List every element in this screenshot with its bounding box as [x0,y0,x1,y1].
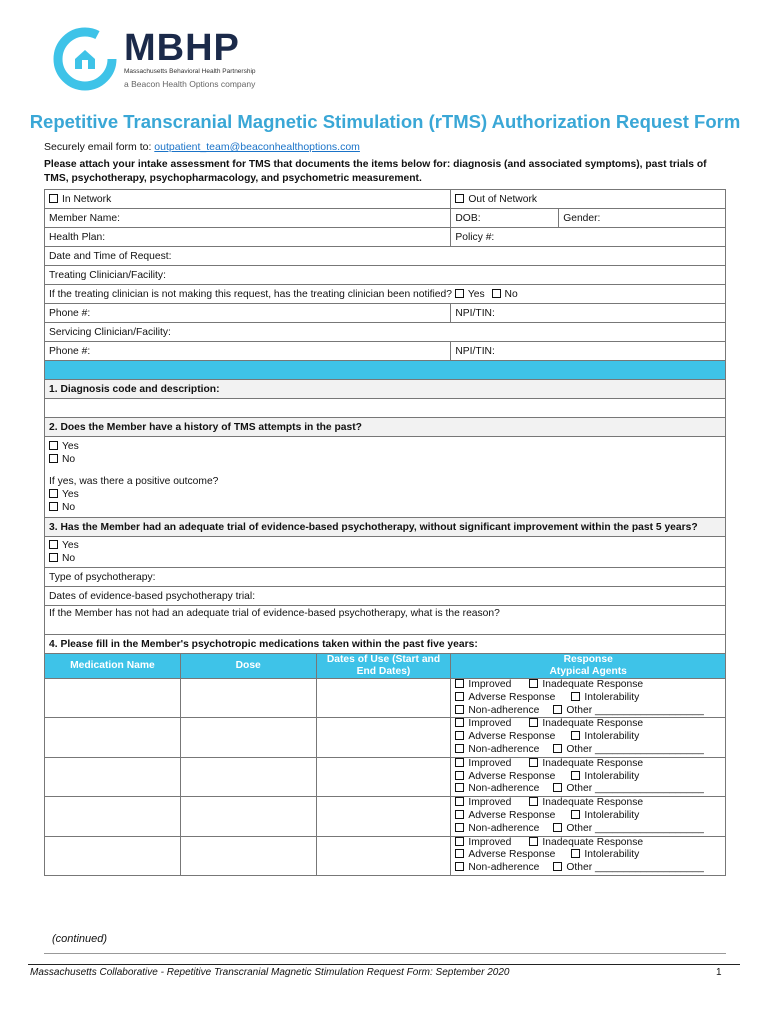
intolerability-checkbox[interactable] [571,771,580,780]
q2-outcome-no-checkbox[interactable] [49,502,58,511]
other-checkbox[interactable] [553,862,562,871]
improved-checkbox[interactable] [455,718,464,727]
q3-yes-checkbox[interactable] [49,540,58,549]
q3-answers [45,537,726,568]
medication-rows [45,679,726,876]
other-label: Other ___________________ [566,822,704,834]
in-network-label: In Network [62,193,112,205]
intolerability-label: Intolerability [584,770,640,782]
intolerability-checkbox[interactable] [571,692,580,701]
inadequate-label: Inadequate Response [542,797,644,809]
improved-checkbox[interactable] [455,837,464,846]
improved-checkbox[interactable] [455,679,464,688]
adverse-label: Adverse Response [468,809,556,821]
q2-followup: If yes, was there a positive outcome? [49,476,219,487]
inadequate-checkbox[interactable] [529,837,538,846]
inadequate-label: Inadequate Response [542,718,644,730]
medication-name-cell[interactable] [45,797,181,836]
page-number: 1 [716,967,722,978]
intolerability-option [571,771,639,784]
q2-yes-label: Yes [62,441,79,452]
inadequate-option [529,679,643,692]
q2-outcome-yes-label: Yes [62,489,79,500]
intolerability-label: Intolerability [584,849,640,861]
notified-yes-label: Yes [467,288,485,300]
npi-field[interactable]: NPI/TIN: [451,304,726,323]
secure-email-line [44,141,360,153]
adverse-checkbox[interactable] [455,771,464,780]
medication-row [45,718,726,757]
response-cell [451,757,726,796]
dates-cell[interactable] [316,718,451,757]
other-option [553,705,703,718]
dose-cell[interactable] [180,679,316,718]
other-option [553,783,703,796]
out-network-cell[interactable] [451,190,726,209]
divider [44,953,726,954]
inadequate-option [529,758,643,771]
gender-field[interactable]: Gender: [559,209,726,228]
other-label: Other ___________________ [566,783,704,795]
nonadherence-label: Non-adherence [468,704,540,716]
inadequate-label: Inadequate Response [542,757,644,769]
dose-cell[interactable] [180,757,316,796]
notified-question: If the treating clinician is not making this request, has the treating clinician been notified? [49,288,452,300]
logo-subtitle: Massachusetts Behavioral Health Partnership [124,68,256,75]
dob-field[interactable]: DOB: [451,209,559,228]
q3-no-checkbox[interactable] [49,553,58,562]
intolerability-label: Intolerability [584,691,640,703]
treating-clinician-field[interactable]: Treating Clinician/Facility: [45,266,726,285]
col-response-sublabel: Atypical Agents [549,666,627,677]
q2-outcome-no-label: No [62,502,76,513]
other-checkbox[interactable] [553,744,562,753]
authorization-form [44,189,726,876]
other-label: Other ___________________ [566,743,704,755]
inadequate-checkbox[interactable] [529,718,538,727]
adverse-label: Adverse Response [468,849,556,861]
notified-row [45,285,726,304]
dose-cell[interactable] [180,836,316,875]
dates-cell[interactable] [316,679,451,718]
medication-row [45,836,726,875]
inadequate-checkbox[interactable] [529,758,538,767]
col-response [451,654,726,679]
inadequate-option [529,718,643,731]
q4-heading: 4. Please fill in the Member's psychotropic medications taken within the past five years: [45,635,726,654]
intolerability-option [571,692,639,705]
inadequate-label: Inadequate Response [542,836,644,848]
nonadherence-checkbox[interactable] [455,705,464,714]
other-checkbox[interactable] [553,705,562,714]
section-band [45,361,726,380]
in-network-checkbox[interactable] [49,194,58,203]
in-network-cell[interactable] [45,190,451,209]
nonadherence-label: Non-adherence [468,783,540,795]
intolerability-label: Intolerability [584,731,640,743]
nonadherence-label: Non-adherence [468,862,540,874]
other-option [553,823,703,836]
intolerability-option [571,810,639,823]
q3-no-label: No [62,553,76,564]
servicing-clinician-field[interactable]: Servicing Clinician/Facility: [45,323,726,342]
intolerability-checkbox[interactable] [571,731,580,740]
medication-name-cell[interactable] [45,757,181,796]
adverse-checkbox[interactable] [455,810,464,819]
improved-checkbox[interactable] [455,758,464,767]
intolerability-option [571,731,639,744]
dates-cell[interactable] [316,836,451,875]
medication-name-cell[interactable] [45,836,181,875]
policy-field[interactable]: Policy #: [451,228,726,247]
q2-answers [45,437,726,518]
phone-field[interactable]: Phone #: [45,304,451,323]
medication-row [45,797,726,836]
adverse-checkbox[interactable] [455,849,464,858]
nonadherence-label: Non-adherence [468,822,540,834]
other-option [553,862,703,875]
q1-heading: 1. Diagnosis code and description: [45,380,726,399]
intolerability-label: Intolerability [584,809,640,821]
nonadherence-label: Non-adherence [468,743,540,755]
col-medication-name: Medication Name [45,654,181,679]
date-time-field[interactable]: Date and Time of Request: [45,247,726,266]
page-title: Repetitive Transcranial Magnetic Stimulation (rTMS) Authorization Request Form [29,111,741,132]
inadequate-label: Inadequate Response [542,679,644,690]
member-name-field[interactable]: Member Name: [45,209,451,228]
inadequate-checkbox[interactable] [529,679,538,688]
response-cell [451,679,726,718]
other-label: Other ___________________ [566,704,704,716]
improved-label: Improved [468,797,512,809]
adverse-label: Adverse Response [468,731,556,743]
q2-heading: 2. Does the Member have a history of TMS attempts in the past? [45,418,726,437]
footer-divider [28,964,740,965]
q3-heading: 3. Has the Member had an adequate trial of evidence-based psychotherapy, without significant improvement within the past 5 years? [45,518,726,537]
col-response-label: Response [563,654,613,665]
logo-text: MBHP [124,27,240,69]
medication-name-cell[interactable] [45,718,181,757]
nonadherence-checkbox[interactable] [455,862,464,871]
continued-label: (continued) [52,933,108,945]
dose-cell[interactable] [180,718,316,757]
q1-answer[interactable] [45,399,726,418]
col-dose: Dose [180,654,316,679]
out-network-label: Out of Network [468,193,538,205]
col-dates-of-use: Dates of Use (Start and End Dates) [316,654,451,679]
q2-no-checkbox[interactable] [49,454,58,463]
q2-no-label: No [62,454,76,465]
inadequate-option [529,837,643,850]
dates-cell[interactable] [316,757,451,796]
health-plan-field[interactable]: Health Plan: [45,228,451,247]
intolerability-option [571,849,639,862]
dates-cell[interactable] [316,797,451,836]
nonadherence-checkbox[interactable] [455,744,464,753]
other-option [553,744,703,757]
attach-note: Please attach your intake assessment for TMS that documents the items below for: diagnosis (and associated symptoms), past trials of TMS, psychotherapy, psychopharmacology, and psychometric measurement. [44,159,707,184]
intolerability-checkbox[interactable] [571,849,580,858]
adverse-label: Adverse Response [468,770,556,782]
q3-yes-label: Yes [62,540,79,551]
notified-yes-checkbox[interactable] [455,289,464,298]
improved-label: Improved [468,718,512,730]
improved-label: Improved [468,836,512,848]
intolerability-checkbox[interactable] [571,810,580,819]
medication-row [45,679,726,718]
dose-cell[interactable] [180,797,316,836]
email-link[interactable]: outpatient_team@beaconhealthoptions.com [154,141,360,153]
response-cell [451,836,726,875]
adverse-checkbox[interactable] [455,692,464,701]
nonadherence-checkbox[interactable] [455,783,464,792]
nonadherence-checkbox[interactable] [455,823,464,832]
out-network-checkbox[interactable] [455,194,464,203]
other-checkbox[interactable] [553,823,562,832]
footer-text: Massachusetts Collaborative - Repetitive Transcranial Magnetic Stimulation Request Form: September 2020 [30,967,510,978]
q2-yes-checkbox[interactable] [49,441,58,450]
medication-name-cell[interactable] [45,679,181,718]
adverse-checkbox[interactable] [455,731,464,740]
npi2-field[interactable]: NPI/TIN: [451,342,726,361]
response-cell [451,797,726,836]
secure-prefix: Securely email form to: [44,141,155,153]
inadequate-option [529,797,643,810]
q3-dates-field[interactable]: Dates of evidence-based psychotherapy trial: [45,587,726,606]
notified-no-checkbox[interactable] [492,289,501,298]
q3-reason-field[interactable]: If the Member has not had an adequate trial of evidence-based psychotherapy, what is the reason? [45,606,726,635]
other-label: Other ___________________ [566,862,704,874]
other-checkbox[interactable] [553,783,562,792]
q2-outcome-yes-checkbox[interactable] [49,489,58,498]
phone2-field[interactable]: Phone #: [45,342,451,361]
improved-label: Improved [468,679,512,690]
logo-beacon: a Beacon Health Options company [124,79,256,89]
improved-label: Improved [468,757,512,769]
notified-no-label: No [504,288,518,300]
adverse-label: Adverse Response [468,691,556,703]
response-cell [451,718,726,757]
improved-checkbox[interactable] [455,797,464,806]
inadequate-checkbox[interactable] [529,797,538,806]
medication-row [45,757,726,796]
q3-type-field[interactable]: Type of psychotherapy: [45,568,726,587]
